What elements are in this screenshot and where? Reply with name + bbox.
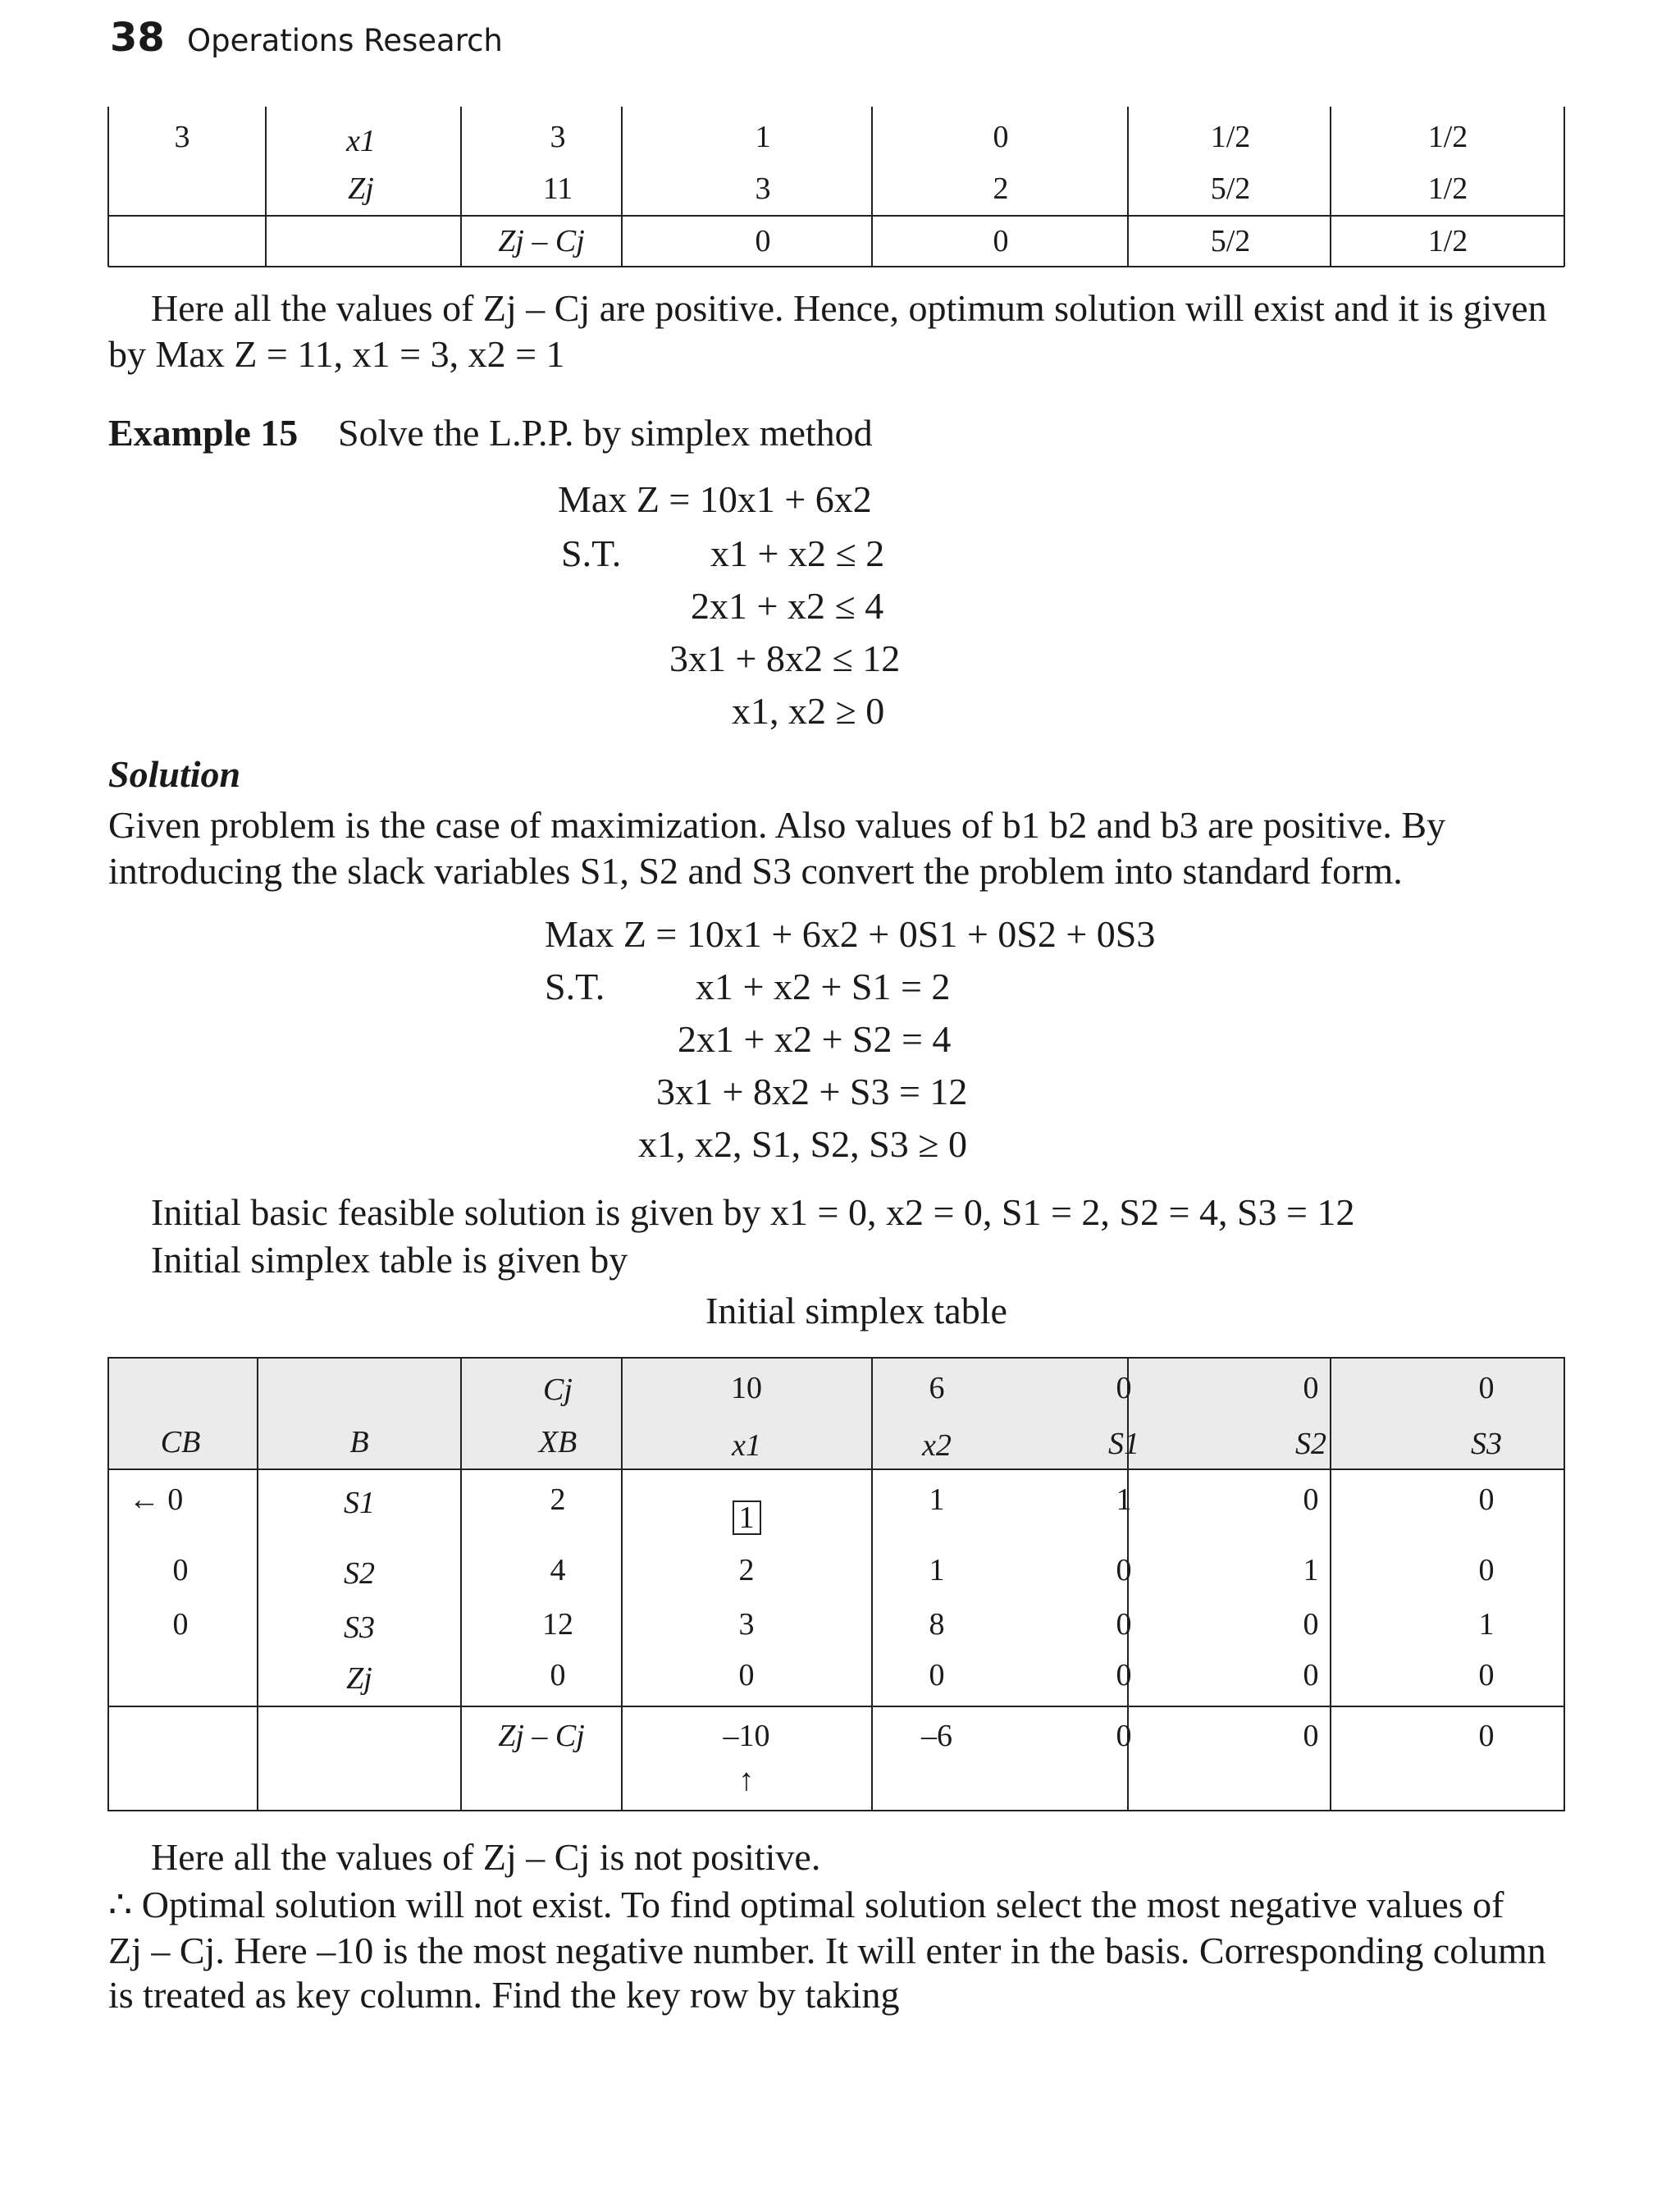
table-cell: 0 <box>929 1658 945 1692</box>
table-cell: B <box>349 1425 369 1459</box>
table-cell: 5/2 <box>1210 171 1251 206</box>
table-cell: 0 <box>1116 1719 1132 1753</box>
table-caption: Initial simplex table <box>705 1290 1007 1331</box>
constraint: 3x1 + 8x2 + S3 = 12 <box>656 1071 968 1112</box>
table-cell: 2 <box>738 1553 755 1587</box>
table-cell: 0 <box>1303 1719 1319 1753</box>
table-cell: 0 <box>993 120 1009 154</box>
table-cell: 5/2 <box>1210 224 1251 258</box>
table-cell: 3 <box>738 1607 755 1642</box>
table-cell: S3 <box>344 1610 375 1645</box>
table-cell: 0 <box>1478 1553 1495 1587</box>
paragraph-line: Here all the values of Zj – Cj is not positive. <box>151 1836 821 1878</box>
table-cell: 6 <box>929 1371 945 1405</box>
table-cell: Zj <box>348 171 374 206</box>
solution-heading: Solution <box>108 753 241 795</box>
table-cell: 0 <box>1303 1482 1319 1517</box>
constraint: x1, x2 ≥ 0 <box>732 690 885 732</box>
table-cell: 0 <box>1303 1658 1319 1692</box>
paragraph-line: Initial basic feasible solution is given by x1 = 0, x2 = 0, S1 = 2, S2 = 4, S3 = 12 <box>151 1191 1355 1233</box>
table-cell: 0 <box>550 1658 566 1692</box>
table-cell: 1/2 <box>1210 120 1251 154</box>
table-cell: 0 <box>1303 1607 1319 1642</box>
table-cell: 1/2 <box>1427 120 1468 154</box>
paragraph-line: ∴ Optimal solution will not exist. To find optimal solution select the most negative values of <box>108 1884 1504 1925</box>
pivot-element <box>714 1500 779 1536</box>
table-cell: Cj <box>543 1373 573 1407</box>
table-cell: 0 <box>738 1658 755 1692</box>
table-cell: CB <box>160 1425 201 1459</box>
table-cell: 0 <box>1116 1658 1132 1692</box>
table-cell: x2 <box>922 1428 952 1463</box>
table-cell: 0 <box>172 1553 189 1587</box>
table-cell: 3 <box>755 171 771 206</box>
table-cell: 10 <box>731 1371 762 1405</box>
table-cell: –10 <box>723 1719 770 1753</box>
paragraph-line: Zj – Cj. Here –10 is the most negative number. It will enter in the basis. Corresponding column <box>108 1930 1546 1971</box>
constraint: 3x1 + 8x2 ≤ 12 <box>669 637 901 679</box>
table-cell: 0 <box>1478 1719 1495 1753</box>
table-cell: Zj <box>346 1661 372 1696</box>
table-cell: 1 <box>929 1553 945 1587</box>
table-cell: 2 <box>993 171 1009 206</box>
paragraph-line: by Max Z = 11, x1 = 3, x2 = 1 <box>108 333 565 375</box>
table-cell: 0 <box>1303 1371 1319 1405</box>
table-cell: 1 <box>1116 1482 1132 1517</box>
table-cell: Zj – Cj <box>498 1719 585 1753</box>
table-cell: Zj – Cj <box>498 224 585 258</box>
page-number: 38 <box>110 15 165 61</box>
running-title: Operations Research <box>187 23 503 58</box>
constraint: x1 + x2 + S1 = 2 <box>696 966 951 1007</box>
constraint: 2x1 + x2 + S2 = 4 <box>678 1018 952 1060</box>
table-cell: S1 <box>344 1486 375 1520</box>
table-cell: 8 <box>929 1607 945 1642</box>
table-cell: 0 <box>1116 1607 1132 1642</box>
entering-arrow-icon: ↑ <box>738 1763 755 1797</box>
table-cell: ← 0 <box>128 1482 184 1517</box>
table-cell: 0 <box>755 224 771 258</box>
constraint: x1 + x2 ≤ 2 <box>710 532 885 574</box>
table-cell: S2 <box>1295 1427 1326 1461</box>
table-cell: 0 <box>172 1607 189 1642</box>
table-cell: 3 <box>550 120 566 154</box>
pivot-value: 1 <box>733 1500 761 1535</box>
table-cell: S2 <box>344 1556 375 1591</box>
table-cell: 1 <box>1478 1607 1495 1642</box>
standard-objective: Max Z = 10x1 + 6x2 + 0S1 + 0S2 + 0S3 <box>545 913 1156 955</box>
table-cell: 3 <box>174 120 190 154</box>
st-label: S.T. <box>561 532 622 574</box>
table-cell: 0 <box>1478 1482 1495 1517</box>
objective-function: Max Z = 10x1 + 6x2 <box>558 478 872 520</box>
table-cell: 0 <box>1478 1658 1495 1692</box>
table-cell: x1 <box>732 1428 761 1463</box>
example-label: Example 15 <box>108 412 299 454</box>
st-label: S.T. <box>545 966 605 1007</box>
table-cell: 0 <box>1116 1553 1132 1587</box>
constraint: 2x1 + x2 ≤ 4 <box>691 585 884 627</box>
constraint: x1, x2, S1, S2, S3 ≥ 0 <box>638 1123 967 1165</box>
table-cell: S3 <box>1471 1427 1502 1461</box>
table-cell: –6 <box>921 1719 952 1753</box>
table-cell: 2 <box>550 1482 566 1517</box>
paragraph-line: Initial simplex table is given by <box>151 1239 628 1281</box>
table-cell: 1/2 <box>1427 171 1468 206</box>
table-cell: 1 <box>929 1482 945 1517</box>
table-cell: 0 <box>1116 1371 1132 1405</box>
table-cell: 1/2 <box>1427 224 1468 258</box>
table-cell: S1 <box>1108 1427 1139 1461</box>
paragraph-line: Here all the values of Zj – Cj are positive. Hence, optimum solution will exist and it is given <box>151 287 1547 329</box>
paragraph-line: Given problem is the case of maximization. Also values of b1 b2 and b3 are positive. By <box>108 804 1446 846</box>
table-cell: 0 <box>1478 1371 1495 1405</box>
table-cell: XB <box>538 1425 578 1459</box>
table-cell: 0 <box>993 224 1009 258</box>
table-cell: x1 <box>346 124 376 158</box>
table-cell: 1 <box>1303 1553 1319 1587</box>
paragraph-line: is treated as key column. Find the key row by taking <box>108 1974 900 2016</box>
paragraph-line: introducing the slack variables S1, S2 and S3 convert the problem into standard form. <box>108 850 1403 892</box>
table-cell: 4 <box>550 1553 566 1587</box>
table-cell: 12 <box>542 1607 573 1642</box>
table-cell: 1 <box>755 120 771 154</box>
table-cell: 11 <box>542 171 573 206</box>
example-text: Solve the L.P.P. by simplex method <box>338 412 873 454</box>
